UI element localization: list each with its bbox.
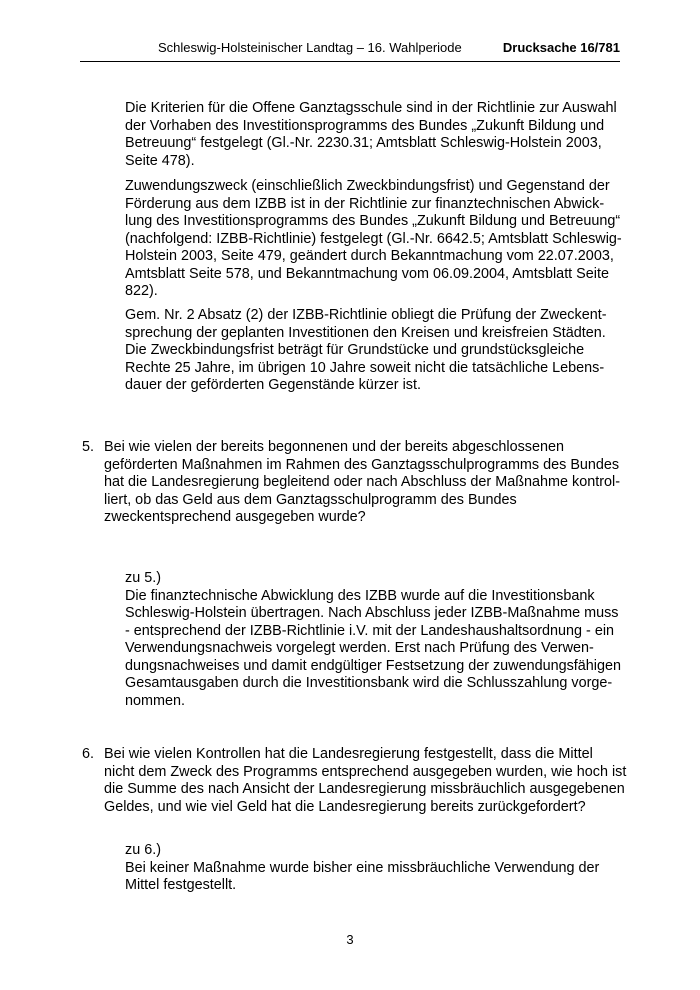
text-line: Seite 478). — [125, 152, 195, 169]
text-line: dauer der geförderten Gegenstände kürzer ist. — [125, 377, 421, 393]
text-line: nommen. — [125, 692, 185, 709]
text-line: Holstein 2003, Seite 479, geändert durch Bekanntmachung vom 22.07.2003, — [125, 248, 614, 264]
text-line: Amtsblatt Seite 578, und Bekanntmachung vom 06.09.2004, Amtsblatt Seite — [125, 265, 609, 282]
answer-label: zu 6.) — [125, 842, 161, 858]
text-line: Betreuung“ festgelegt (Gl.-Nr. 2230.31; Amtsblatt Schleswig-Holstein 2003, — [125, 135, 602, 151]
text-line: die Summe des nach Ansicht der Landesregierung missbräuchlich ausgegebenen — [104, 781, 625, 797]
text-line: Die finanztechnische Abwicklung des IZBB wurde auf die Investitionsbank — [125, 587, 595, 604]
answer-label: zu 5.) — [125, 570, 161, 586]
drucksache-number: Drucksache 16/781 — [502, 40, 620, 55]
intro-paragraph-3 — [125, 307, 607, 395]
text-line: sprechung der geplanten Investitionen den Kreisen und kreisfreien Städten. — [125, 324, 606, 341]
text-line: (nachfolgend: IZBB-Richtlinie) festgelegt (Gl.-Nr. 6642.5; Amtsblatt Schleswig- — [125, 230, 622, 247]
text-line: hat die Landesregierung begleitend oder nach Abschluss der Maßnahme kontrol- — [104, 474, 620, 490]
page-number: 3 — [346, 932, 354, 947]
text-line: - entsprechend der IZBB-Richtlinie i.V. mit der Landeshaushaltsordnung - ein — [125, 622, 615, 639]
text-line: Die Kriterien für die Offene Ganztagsschule sind in der Richtlinie zur Auswahl — [125, 100, 617, 116]
question-6 — [104, 746, 626, 816]
text-line: Bei wie vielen Kontrollen hat die Landesregierung festgestellt, dass die Mittel — [104, 746, 593, 762]
answer-6 — [125, 842, 599, 895]
text-line: Mittel festgestellt. — [125, 877, 237, 893]
intro-paragraph-2 — [125, 178, 622, 301]
text-line: Bei keiner Maßnahme wurde bisher eine missbräuchliche Verwendung der — [125, 859, 600, 876]
text-line: zweckentsprechend ausgegeben wurde? — [104, 509, 366, 525]
text-line: Rechte 25 Jahre, im übrigen 10 Jahre soweit nicht die tatsächliche Lebens- — [125, 359, 605, 376]
text-line: Gesamtausgaben durch die Investitionsbank wird die Schlusszahlung vorge- — [125, 675, 613, 691]
text-line: Geldes, und wie viel Geld hat die Landesregierung bereits zurückgefordert? — [104, 798, 586, 815]
text-line: liert, ob das Geld aus dem Ganztagsschulprogramm des Bundes — [104, 491, 517, 508]
header-title: Schleswig-Holsteinischer Landtag – 16. Wahlperiode — [158, 40, 462, 55]
intro-paragraph-1 — [125, 100, 617, 170]
text-line: der Vorhaben des Investitionsprogramms des Bundes „Zukunft Bildung und — [125, 117, 605, 134]
question-5-number: 5. — [82, 439, 95, 455]
text-line: Förderung aus dem IZBB ist in der Richtlinie zur finanztechnischen Abwick- — [125, 195, 605, 212]
question-6-number: 6. — [82, 746, 95, 762]
text-line: Schleswig-Holstein übertragen. Nach Abschluss jeder IZBB-Maßnahme muss — [125, 605, 619, 621]
text-line: 822). — [125, 283, 158, 299]
text-line: Gem. Nr. 2 Absatz (2) der IZBB-Richtlinie obliegt die Prüfung der Zweckent- — [125, 307, 607, 323]
text-line: lung des Investitionsprogramms des Bundes „Zukunft Bildung und Betreuung“ — [125, 213, 621, 229]
text-line: Verwendungsnachweis vorgelegt werden. Erst nach Prüfung des Verwen- — [125, 640, 594, 656]
text-line: geförderten Maßnahmen im Rahmen des Ganztagsschulprogramms des Bundes — [104, 456, 620, 473]
text-line: Bei wie vielen der bereits begonnenen und der bereits abgeschlossenen — [104, 439, 565, 455]
text-line: nicht dem Zweck des Programms entsprechend ausgegeben wurden, wie hoch ist — [104, 763, 627, 780]
text-line: Die Zweckbindungsfrist beträgt für Grundstücke und grundstücksgleiche — [125, 342, 585, 358]
text-line: Zuwendungszweck (einschließlich Zweckbindungsfrist) und Gegenstand der — [125, 178, 610, 194]
question-5 — [104, 439, 620, 527]
answer-5 — [125, 570, 621, 710]
page-header — [80, 40, 620, 62]
text-line: dungsnachweises und damit endgültiger Festsetzung der zuwendungsfähigen — [125, 657, 622, 674]
